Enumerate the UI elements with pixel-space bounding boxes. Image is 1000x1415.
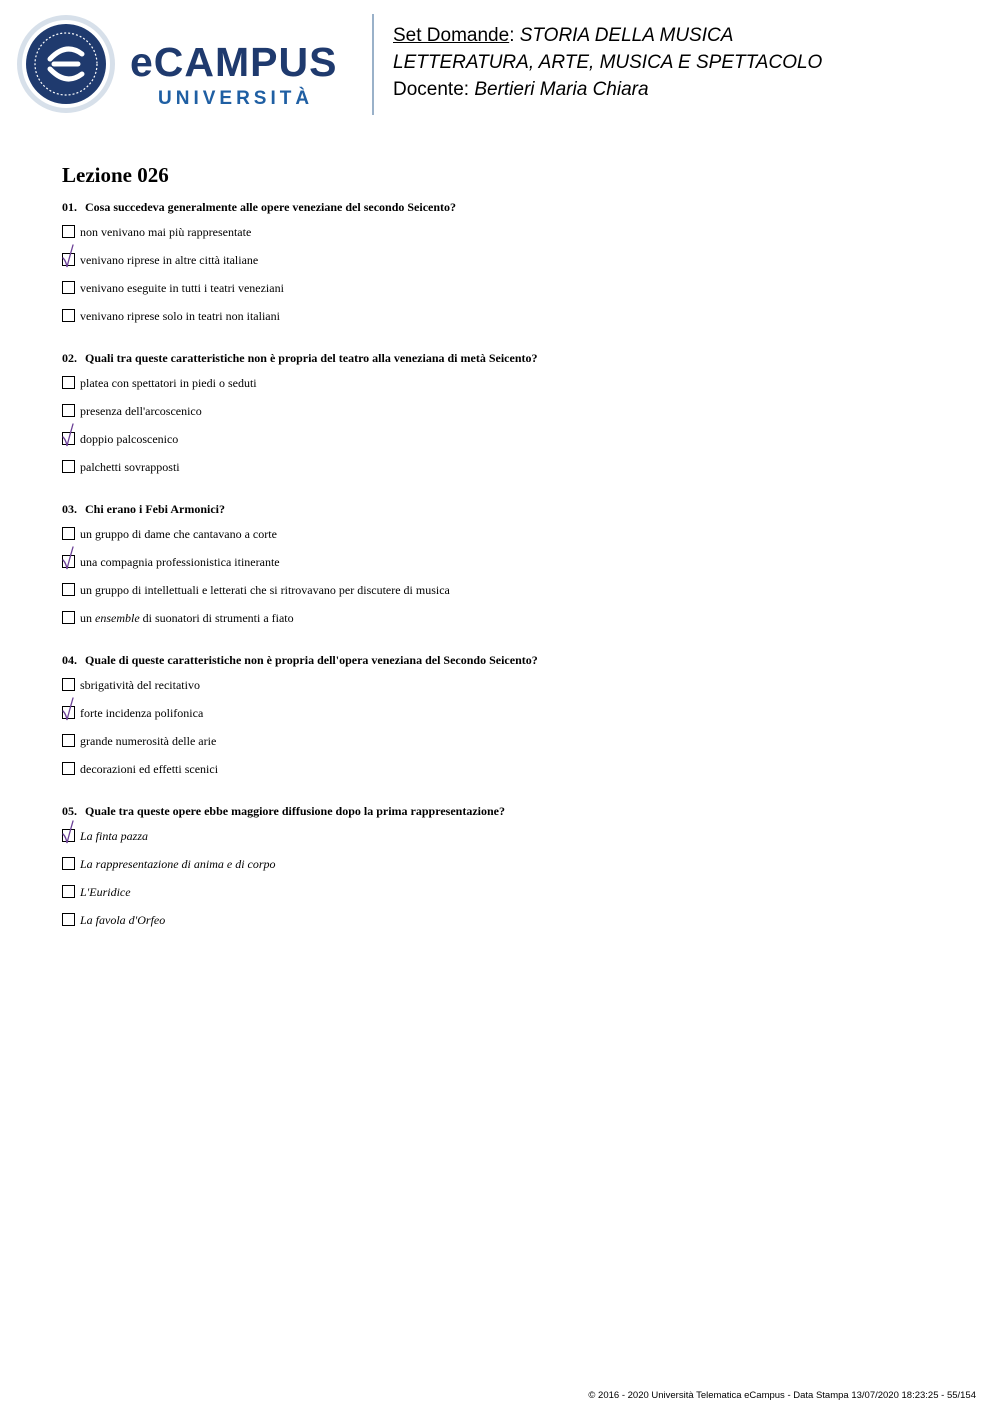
answer-option[interactable] — [62, 581, 942, 609]
handwritten-check-icon — [60, 817, 80, 845]
checkbox[interactable] — [62, 678, 75, 691]
answer-label: palchetti sovrapposti — [80, 460, 180, 474]
answer-option[interactable] — [62, 279, 942, 307]
checkbox[interactable] — [62, 857, 75, 870]
question-label: Chi erano i Febi Armonici? — [85, 502, 225, 516]
question-number: 03. — [62, 502, 77, 516]
handwritten-check-icon — [60, 694, 80, 722]
question-text — [62, 652, 942, 668]
answer-label: La favola d'Orfeo — [80, 913, 166, 927]
question-block — [62, 652, 942, 788]
question-number: 02. — [62, 351, 77, 365]
question-number: 01. — [62, 200, 77, 214]
answer-label: venivano riprese solo in teatri non italiani — [80, 309, 280, 323]
subject-line-1: STORIA DELLA MUSICA — [519, 25, 734, 46]
checkbox[interactable] — [62, 885, 75, 898]
handwritten-check-icon — [60, 241, 80, 269]
question-block — [62, 350, 942, 486]
teacher-line — [393, 76, 822, 103]
question-label: Cosa succedeva generalmente alle opere veneziane del secondo Seicento? — [85, 200, 457, 214]
checkbox[interactable] — [62, 404, 75, 417]
checkbox[interactable] — [62, 309, 75, 322]
answer-option[interactable] — [62, 402, 942, 430]
answer-option[interactable] — [62, 223, 942, 251]
set-line — [393, 22, 822, 49]
answer-label: un gruppo di dame che cantavano a corte — [80, 527, 277, 541]
ecampus-seal-logo — [16, 14, 116, 114]
brand-subtitle: UNIVERSITÀ — [158, 88, 314, 109]
question-label: Quali tra queste caratteristiche non è propria del teatro alla veneziana di metà Seicento? — [85, 351, 538, 365]
checkbox[interactable] — [62, 225, 75, 238]
answer-option[interactable] — [62, 609, 942, 637]
question-block — [62, 803, 942, 939]
question-label: Quale tra queste opere ebbe maggiore diffusione dopo la prima rappresentazione? — [85, 804, 505, 818]
answer-label: platea con spettatori in piedi o seduti — [80, 376, 257, 390]
checkbox[interactable] — [62, 281, 75, 294]
answer-label: doppio palcoscenico — [80, 432, 179, 446]
answer-option[interactable] — [62, 732, 942, 760]
answer-label: forte incidenza polifonica — [80, 706, 204, 720]
checkbox[interactable] — [62, 611, 75, 624]
answer-label: una compagnia professionistica itinerante — [80, 555, 280, 569]
answer-option[interactable] — [62, 704, 942, 732]
page-header — [0, 0, 1000, 125]
answer-option[interactable] — [62, 911, 942, 939]
answer-option[interactable] — [62, 525, 942, 553]
header-divider — [372, 14, 374, 115]
question-number: 05. — [62, 804, 77, 818]
checkbox[interactable] — [62, 583, 75, 596]
answer-option[interactable] — [62, 883, 942, 911]
question-number: 04. — [62, 653, 77, 667]
handwritten-check-icon — [60, 543, 80, 571]
header-info — [393, 22, 822, 103]
brand-name: eCAMPUS — [130, 39, 338, 85]
question-text — [62, 501, 942, 517]
question-label: Quale di queste caratteristiche non è propria dell'opera veneziana del Secondo Seicento? — [85, 653, 538, 667]
set-label: Set Domande — [393, 25, 510, 46]
answer-option[interactable] — [62, 553, 942, 581]
question-text — [62, 199, 942, 215]
answer-option[interactable] — [62, 458, 942, 486]
question-block — [62, 501, 942, 637]
question-text — [62, 350, 942, 366]
answer-option[interactable] — [62, 307, 942, 335]
checkbox[interactable] — [62, 913, 75, 926]
answer-option[interactable] — [62, 676, 942, 704]
answer-label: decorazioni ed effetti scenici — [80, 762, 219, 776]
answer-label: un gruppo di intellettuali e letterati che si ritrovavano per discutere di musica — [80, 583, 450, 597]
subject-line-2-row — [393, 49, 822, 76]
answer-label: grande numerosità delle arie — [80, 734, 217, 748]
answer-label: La finta pazza — [80, 829, 149, 843]
answer-label: venivano riprese in altre città italiane — [80, 253, 259, 267]
handwritten-check-icon — [60, 420, 80, 448]
answer-label: L'Euridice — [80, 885, 131, 899]
checkbox[interactable] — [62, 734, 75, 747]
question-block — [62, 199, 942, 335]
checkbox[interactable] — [62, 762, 75, 775]
answer-label: venivano eseguite in tutti i teatri veneziani — [80, 281, 284, 295]
subject-line-2: LETTERATURA, ARTE, MUSICA E SPETTACOLO — [393, 52, 823, 73]
teacher-name: Bertieri Maria Chiara — [474, 79, 649, 100]
answer-option[interactable] — [62, 827, 942, 855]
answer-label: La rappresentazione di anima e di corpo — [80, 857, 276, 871]
answer-option[interactable] — [62, 430, 942, 458]
answer-option[interactable] — [62, 760, 942, 788]
teacher-label: Docente: — [393, 79, 475, 100]
lesson-title: Lezione 026 — [62, 163, 169, 187]
answer-label: non venivano mai più rappresentate — [80, 225, 252, 239]
question-text — [62, 803, 942, 819]
checkbox[interactable] — [62, 376, 75, 389]
page-footer: © 2016 - 2020 Università Telematica eCampus - Data Stampa 13/07/2020 18:23:25 - 55/154 — [588, 1390, 976, 1401]
answer-label: sbrigatività del recitativo — [80, 678, 200, 692]
answer-option[interactable] — [62, 855, 942, 883]
answer-option[interactable] — [62, 374, 942, 402]
answer-option[interactable] — [62, 251, 942, 279]
set-separator: : — [509, 25, 520, 46]
checkbox[interactable] — [62, 527, 75, 540]
answer-label: presenza dell'arcoscenico — [80, 404, 202, 418]
answer-label: un ensemble di suonatori di strumenti a fiato — [80, 611, 294, 625]
brand-wordmark — [130, 40, 360, 112]
checkbox[interactable] — [62, 460, 75, 473]
